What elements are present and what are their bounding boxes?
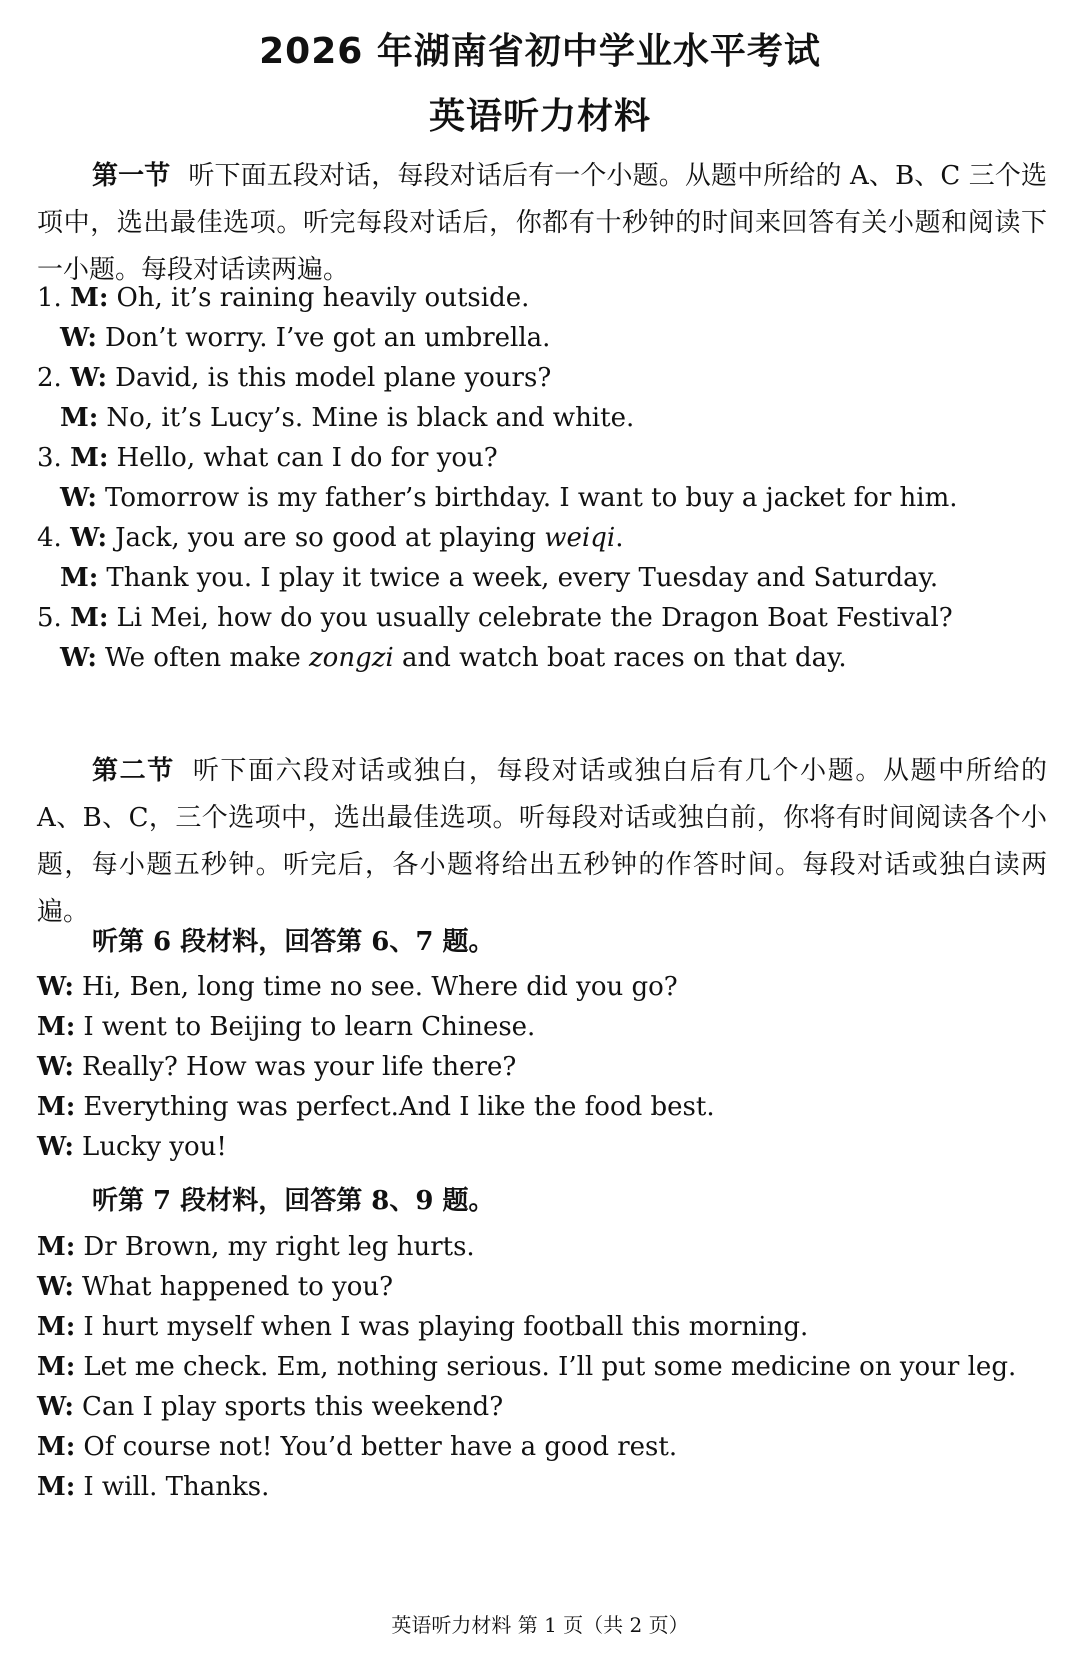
speaker: M:	[70, 443, 109, 473]
section2-instructions	[37, 748, 1047, 936]
speaker: W:	[70, 523, 108, 553]
exam-subtitle: 英语听力材料	[428, 96, 651, 137]
section1-text: 听下面五段对话，每段对话后有一个小题。从题中所给的 A、B、C 三个选项中，选出最佳选项。听完每段对话后，你都有十秒钟的时间来回答有关小题和阅读下一小题。每段对话读两遍。	[37, 161, 1047, 285]
dialogue-1-line-2: W: Don’t worry. I’ve got an umbrella.	[60, 323, 551, 353]
speaker: M:	[60, 563, 99, 593]
page-footer: 英语听力材料 第 1 页（共 2 页）	[391, 1613, 689, 1637]
speaker: M:	[70, 283, 109, 313]
material-6-line: W: Hi, Ben, long time no see. Where did you go?	[37, 972, 678, 1002]
dialogue-2-line-2: M: No, it’s Lucy’s. Mine is black and white.	[60, 403, 635, 433]
speaker: W:	[37, 1272, 75, 1302]
material-7-line: M: Dr Brown, my right leg hurts.	[37, 1232, 475, 1262]
material-7-line: M: Let me check. Em, nothing serious. I’ll put some medicine on your leg.	[37, 1352, 1017, 1382]
material-6-heading: 听第 6 段材料，回答第 6、7 题。	[92, 927, 495, 957]
material-7-heading: 听第 7 段材料，回答第 8、9 题。	[92, 1186, 495, 1216]
material-6-line: W: Lucky you!	[37, 1132, 227, 1162]
dialogue-5-line-1: 5. M: Li Mei, how do you usually celebrate the Dragon Boat Festival?	[37, 603, 953, 633]
material-7-line: W: Can I play sports this weekend?	[37, 1392, 504, 1422]
material-7-line: W: What happened to you?	[37, 1272, 394, 1302]
exam-title: 2026 年湖南省初中学业水平考试	[259, 31, 821, 72]
dialogue-3-line-2: W: Tomorrow is my father’s birthday. I want to buy a jacket for him.	[60, 483, 958, 513]
material-7-line: M: I will. Thanks.	[37, 1472, 270, 1502]
speaker: W:	[37, 972, 75, 1002]
dialogue-4-line-1: 4. W: Jack, you are so good at playing weiqi.	[37, 523, 624, 553]
speaker: M:	[37, 1232, 76, 1262]
material-6-line: M: Everything was perfect.And I like the food best.	[37, 1092, 715, 1122]
section2-label: 第二节	[92, 756, 175, 786]
dialogue-3-line-1: 3. M: Hello, what can I do for you?	[37, 443, 498, 473]
speaker: W:	[60, 643, 98, 673]
speaker: M:	[37, 1092, 76, 1122]
section1-instructions	[37, 153, 1047, 294]
speaker: M:	[70, 603, 109, 633]
speaker: W:	[37, 1132, 75, 1162]
speaker: M:	[37, 1352, 76, 1382]
speaker: M:	[37, 1012, 76, 1042]
section2-text: 听下面六段对话或独白，每段对话或独白后有几个小题。从题中所给的 A、B、C，三个选项中，选出最佳选项。听每段对话或独白前，你将有时间阅读各个小题，每小题五秒钟。听完后，各小题将给出五秒钟的作答时间。每段对话或独白读两遍。	[37, 756, 1047, 927]
speaker: W:	[37, 1052, 75, 1082]
speaker: W:	[37, 1392, 75, 1422]
section1-label: 第一节	[92, 161, 171, 191]
speaker: M:	[37, 1472, 76, 1502]
speaker: M:	[37, 1312, 76, 1342]
material-7-line: M: Of course not! You’d better have a good rest.	[37, 1432, 678, 1462]
material-7-line: M: I hurt myself when I was playing football this morning.	[37, 1312, 809, 1342]
speaker: W:	[70, 363, 108, 393]
dialogue-5-line-2: W: We often make zongzi and watch boat races on that day.	[60, 643, 847, 673]
dialogue-1-line-1: 1. M: Oh, it’s raining heavily outside.	[37, 283, 530, 313]
speaker: W:	[60, 323, 98, 353]
speaker: M:	[60, 403, 99, 433]
material-6-line: M: I went to Beijing to learn Chinese.	[37, 1012, 536, 1042]
dialogue-2-line-1: 2. W: David, is this model plane yours?	[37, 363, 552, 393]
speaker: W:	[60, 483, 98, 513]
speaker: M:	[37, 1432, 76, 1462]
material-6-line: W: Really? How was your life there?	[37, 1052, 517, 1082]
dialogue-4-line-2: M: Thank you. I play it twice a week, every Tuesday and Saturday.	[60, 563, 939, 593]
